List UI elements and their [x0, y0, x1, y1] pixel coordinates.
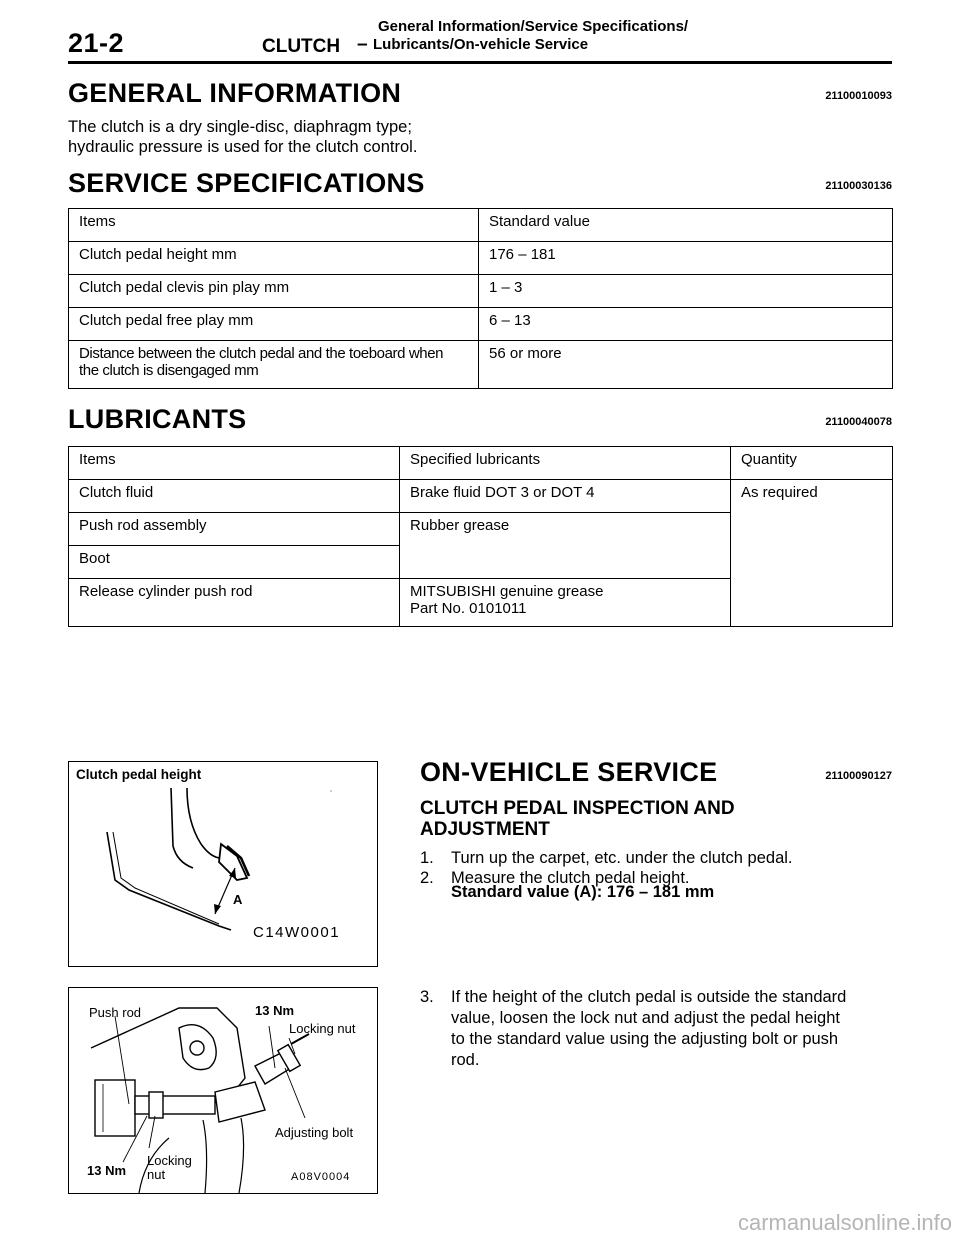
section-title-line2: Lubricants/On-vehicle Service	[373, 36, 589, 53]
table-header-cell: Standard value	[479, 209, 893, 242]
torque-label-bottom: 13 Nm	[87, 1163, 127, 1178]
general-information-text-line1: The clutch is a dry single-disc, diaphragm type;	[68, 118, 412, 136]
table-row	[69, 480, 893, 513]
table-cell: 1 – 3	[479, 275, 893, 308]
general-information-heading: GENERAL INFORMATION	[68, 78, 402, 108]
step-number: 3.	[420, 988, 434, 1006]
table-cell: Rubber grease	[400, 513, 731, 579]
table-cell: 56 or more	[479, 341, 893, 389]
table-cell-line: the clutch is disengaged mm	[79, 362, 259, 379]
lubricants-code: 21100040078	[825, 416, 892, 428]
table-cell: Clutch pedal height mm	[69, 242, 479, 275]
table-header-cell: Items	[69, 209, 479, 242]
table-header-cell: Specified lubricants	[400, 447, 731, 480]
adjustment-figure	[68, 987, 378, 1194]
step-number: 1.	[420, 849, 434, 867]
table-cell: 176 – 181	[479, 242, 893, 275]
dimension-label-a: A	[233, 892, 243, 907]
table-cell: Boot	[69, 546, 400, 579]
lubricants-heading: LUBRICANTS	[68, 404, 247, 434]
locking-nut-label-line2: nut	[147, 1167, 166, 1182]
table-cell: 6 – 13	[479, 308, 893, 341]
step-text: Measure the clutch pedal height.	[451, 869, 690, 887]
standard-value: Standard value (A): 176 – 181 mm	[451, 883, 715, 901]
figure-title: Clutch pedal height	[76, 767, 202, 782]
service-specifications-heading: SERVICE SPECIFICATIONS	[68, 168, 425, 198]
step-text: Turn up the carpet, etc. under the clutch pedal.	[451, 849, 793, 867]
watermark: carmanualsonline.info	[737, 1210, 952, 1235]
general-information-text-line2: hydraulic pressure is used for the clutch control.	[68, 138, 418, 156]
table-cell: Brake fluid DOT 3 or DOT 4	[400, 480, 731, 513]
table-cell-line: Distance between the clutch pedal and the toeboard when	[79, 345, 444, 362]
table-cell-line: MITSUBISHI genuine grease	[410, 583, 604, 600]
figure-code: C14W0001	[253, 924, 341, 941]
table-row	[69, 242, 893, 275]
inspection-subheading-line2: ADJUSTMENT	[420, 819, 550, 840]
push-rod-label: Push rod	[89, 1005, 142, 1020]
service-specifications-code: 21100030136	[825, 180, 892, 192]
table-row	[69, 308, 893, 341]
locking-nut-label-line1: Locking	[147, 1153, 192, 1168]
service-specifications-table	[68, 208, 893, 389]
table-cell: Push rod assembly	[69, 513, 400, 546]
lubricants-table	[68, 446, 893, 627]
table-cell-line: Part No. 0101011	[410, 600, 527, 617]
step-text: rod.	[451, 1051, 480, 1069]
inspection-subheading-line1: CLUTCH PEDAL INSPECTION AND	[420, 798, 735, 819]
table-row	[69, 275, 893, 308]
table-cell: As required	[731, 480, 893, 627]
table-cell	[400, 579, 731, 627]
table-cell	[69, 341, 479, 389]
table-header-row	[69, 447, 893, 480]
table-cell: Clutch pedal clevis pin play mm	[69, 275, 479, 308]
chapter-dash: –	[357, 34, 368, 55]
table-cell: Clutch pedal free play mm	[69, 308, 479, 341]
page-number: 21-2	[68, 28, 125, 58]
step-text: If the height of the clutch pedal is outside the standard	[451, 988, 847, 1006]
chapter-title: CLUTCH	[262, 36, 341, 57]
adjusting-bolt-label: Adjusting bolt	[275, 1125, 354, 1140]
section-title-line1: General Information/Service Specifications/	[378, 18, 689, 35]
table-cell: Release cylinder push rod	[69, 579, 400, 627]
locking-nut-label-top: Locking nut	[289, 1021, 356, 1036]
table-cell: Clutch fluid	[69, 480, 400, 513]
step-number: 2.	[420, 869, 434, 887]
table-header-cell: Quantity	[731, 447, 893, 480]
table-header-cell: Items	[69, 447, 400, 480]
step-text: to the standard value using the adjusting bolt or push	[451, 1030, 839, 1048]
table-row	[69, 341, 893, 389]
figure-code: A08V0004	[291, 1171, 351, 1183]
clutch-pedal-height-figure	[68, 761, 378, 967]
on-vehicle-service-code: 21100090127	[825, 770, 892, 782]
header-rule	[68, 61, 892, 64]
step-text: value, loosen the lock nut and adjust the pedal height	[451, 1009, 840, 1027]
on-vehicle-service-heading: ON-VEHICLE SERVICE	[420, 757, 718, 787]
general-information-code: 21100010093	[825, 90, 892, 102]
table-header-row	[69, 209, 893, 242]
torque-label-top: 13 Nm	[255, 1003, 295, 1018]
